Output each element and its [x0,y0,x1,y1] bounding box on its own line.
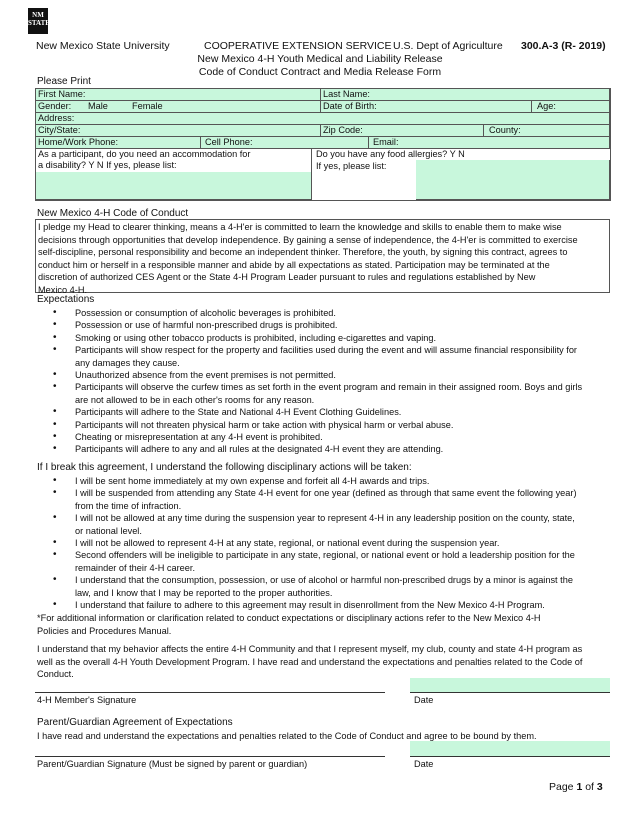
code-line: self-discipline, personal responsibility and become an independent thinker. Therefore, the youth, by signing this contract, agrees to [38,247,568,258]
member-signature-label: 4-H Member's Signature [37,695,137,705]
discipline-item [75,537,615,549]
allergy-field[interactable] [311,148,611,201]
expectation-text: • Cheating or misrepresentation at any 4-H event is prohibited. [75,432,323,443]
service-name: COOPERATIVE EXTENSION SERVICE [204,40,392,52]
first-name-label: First Name: [38,89,86,99]
county-label: County: [489,125,521,135]
zip-label: Zip Code: [323,125,363,135]
code-line: Mexico 4-H. [38,284,88,295]
gender-label: Gender: [38,101,72,111]
code-heading: New Mexico 4-H Code of Conduct [37,208,189,219]
expectation-text: • Unauthorized absence from the event premises is not permitted. [75,370,336,381]
expectation-item [75,406,615,418]
expectation-item [75,344,615,369]
expectations-list [75,307,615,456]
expectation-item [75,319,615,331]
discipline-text: • I will be suspended from attending any State 4-H event for one year (defined as through that same event the following year) [75,488,577,499]
note-line: Policies and Procedures Manual. [37,625,172,636]
expectation-text: • Participants will show respect for the property and facilities used during the event and will assume financial responsibility for [75,345,577,356]
usda-name: U.S. Dept of Agriculture [393,40,503,52]
expectation-text: • Possession or use of harmful non-prescribed drugs is prohibited. [75,320,338,331]
discipline-item [75,512,615,537]
expectation-item [75,332,615,344]
expectations-heading: Expectations [37,294,95,305]
discipline-item [75,487,615,512]
city-state-label: City/State: [38,125,81,135]
dob-label: Date of Birth: [323,101,377,111]
parent-signature-label: Parent/Guardian Signature (Must be signed by parent or guardian) [37,759,308,769]
info-table [35,88,610,200]
parent-date-line [410,756,610,757]
discipline-text-cont: law, and I know that I may be reported to the proper authorities. [75,587,333,598]
expectation-item [75,369,615,381]
discipline-item [75,574,615,599]
expectation-item [75,381,615,406]
last-name-label: Last Name: [323,89,370,99]
member-signature-line[interactable] [35,692,385,693]
form-title-line1: New Mexico 4-H Youth Medical and Liability Release [197,53,443,65]
discipline-text: • Second offenders will be ineligible to participate in any state, regional, or national event or hold a leadership position for the [75,550,575,561]
form-title-line2: Code of Conduct Contract and Media Release Form [198,66,442,78]
note-line: *For additional information or clarification related to conduct expectations or disciplinary actions refer to the New Mexico 4-H [37,613,541,623]
statement-line: I understand that my behavior affects the entire 4-H Community and that I represent myself, my club, county and state 4-H program as [37,644,583,654]
discipline-text-cont: or national level. [75,525,142,536]
member-statement [37,643,582,681]
statement-line: well as the overall 4-H Youth Development Program. I have read and understand the expectations and penalties related to the Code of [37,656,583,667]
page-prefix: Page [549,781,577,793]
discipline-heading: If I break this agreement, I understand the following disciplinary actions will be taken: [37,462,412,473]
parent-agreement-text: I have read and understand the expectations and penalties related to the Code of Conduct and agree to be bound by them. [37,731,537,741]
expectation-text: • Participants will observe the curfew times as set forth in the event program and remain in their assigned room. Boys and girls [75,382,583,393]
expectation-text: • Participants will adhere to any and all rules at the designated 4-H event they are attending. [75,444,444,455]
page-of: of [582,781,597,793]
member-date-line [410,692,610,693]
discipline-list [75,475,615,611]
member-date-label: Date [414,695,434,705]
discipline-item [75,549,615,574]
logo-text: NM STATE [28,11,50,27]
accommodation-question-line2: a disability? Y N If yes, please list: [38,160,177,170]
home-phone-label: Home/Work Phone: [38,137,119,147]
code-line: discretion of authorized CES Agent or the State 4-H Program Leader pursuant to rules and regulations established by New [38,272,536,283]
accommodation-field[interactable] [35,148,312,201]
page-total: 3 [596,781,603,793]
allergy-question-line1: Do you have any food allergies? Y N [316,149,465,159]
expectation-text: • Smoking or using other tobacco products is prohibited, including e-cigarettes and vaping. [75,332,437,343]
email-label: Email: [373,137,399,147]
parent-heading: Parent/Guardian Agreement of Expectations [37,717,233,728]
accommodation-question-line1: As a participant, do you need an accommodation for [38,149,251,159]
page-number [549,781,603,793]
discipline-text: • I will not be allowed at any time during the suspension year to represent 4-H in any leadership position on the county, state, [75,513,575,524]
expectation-item [75,443,615,455]
expectation-item [75,431,615,443]
code-line: decisions through opportunities that develop independence. By gaining a sense of independence, the 4-H'er is committed to exercise [38,234,578,245]
discipline-text: • I will not be allowed to represent 4-H at any state, regional, or national event during the suspension year. [75,538,500,549]
university-name: New Mexico State University [36,40,170,52]
discipline-item [75,599,615,611]
statement-line: Conduct. [37,669,74,680]
parent-date-label: Date [414,759,434,769]
expectation-text: • Participants will not threaten physical harm or take action with physical harm or verbal abuse. [75,419,454,430]
cell-phone-label: Cell Phone: [205,137,253,147]
expectation-item [75,307,615,319]
page-current: 1 [576,781,583,793]
address-label: Address: [38,113,75,123]
additional-info-note [37,612,541,637]
discipline-text-cont: from the time of infraction. [75,500,182,511]
parent-signature-line[interactable] [35,756,385,757]
gender-female-option[interactable]: Female [132,101,163,111]
member-date-input[interactable] [410,678,610,693]
expectation-text: • Participants will adhere to the State and National 4-H Event Clothing Guidelines. [75,407,402,418]
code-text-box [35,219,610,293]
gender-male-option[interactable]: Male [88,101,108,111]
age-label: Age: [537,101,556,111]
discipline-text: • I understand that the consumption, possession, or use of alcohol or harmful non-prescribed drugs by a minor is against the [75,575,573,586]
expectation-text-cont: any damages they cause. [75,357,180,368]
allergy-question-line2: If yes, please list: [316,161,387,171]
code-line: I pledge my Head to clearer thinking, means a 4-H'er is committed to learn the knowledge and skills to enable them to make wise [38,222,562,232]
nmsu-logo [28,8,48,34]
discipline-item [75,475,615,487]
discipline-text: • I will be sent home immediately at my own expense and forfeit all 4-H awards and trips. [75,476,430,486]
parent-date-input[interactable] [410,741,610,756]
expectation-text-cont: are not allowed to be in each other's rooms for any reason. [75,394,315,405]
please-print-label: Please Print [37,76,91,87]
discipline-text-cont: remainder of their 4-H career. [75,562,195,573]
form-number: 300.A-3 (R- 2019) [521,40,606,52]
discipline-text: • I understand that failure to adhere to this agreement may result in disenrollment from the New Mexico 4-H Program. [75,600,545,611]
expectation-item [75,419,615,431]
expectation-text: • Possession or consumption of alcoholic beverages is prohibited. [75,308,336,318]
code-line: conduct him or herself in a responsible manner and abide by all expectations as stated. Participation may be terminated at the [38,259,550,270]
